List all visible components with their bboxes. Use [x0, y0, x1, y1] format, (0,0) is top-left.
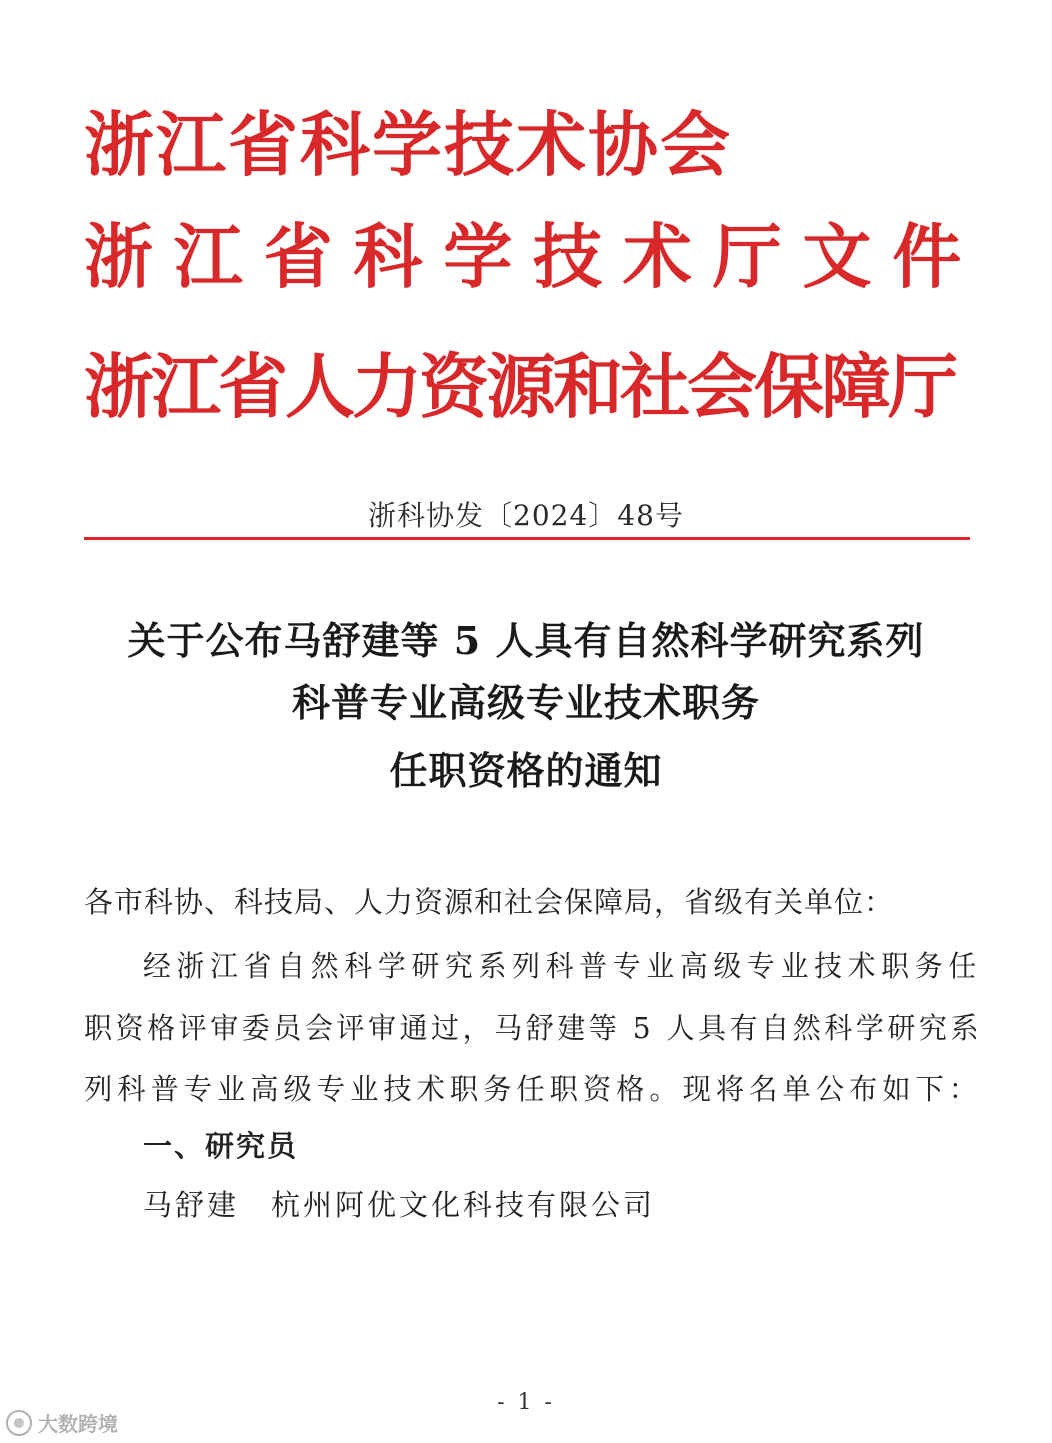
issuer-line-science-association: 浙江省科学技术协会	[84, 103, 732, 186]
paragraph-line-1: 经浙江省自然科学研究系列科普专业高级专业技术职务任	[143, 949, 982, 983]
notice-title-line-3: 任职资格的通知	[389, 748, 663, 793]
issuer-line-science-department: 浙江省科学技术厅文件	[84, 215, 982, 298]
issuer-line-human-resources: 浙江省人力资源和社会保障厅	[84, 345, 955, 428]
salutation: 各市科协、科技局、人力资源和社会保障局，省级有关单位：	[84, 885, 895, 919]
document-number: 浙科协发〔2024〕48号	[368, 499, 684, 532]
watermark-text: 大数跨境	[38, 1412, 118, 1436]
section-heading: 一、研究员	[143, 1129, 299, 1163]
notice-title-line-1: 关于公布马舒建等 5 人具有自然科学研究系列	[127, 618, 925, 663]
paragraph-line-2: 职资格评审委员会评审通过，马舒建等 5 人具有自然科学研究系	[84, 1011, 983, 1045]
red-divider	[84, 537, 970, 540]
notice-title-line-2: 科普专业高级专业技术职务	[291, 680, 760, 725]
list-item	[143, 1183, 655, 1224]
paragraph-line-3: 列科普专业高级专业技术职务任职资格。现将名单公布如下：	[84, 1072, 983, 1106]
entry-organization: 杭州阿优文化科技有限公司	[271, 1188, 656, 1222]
entry-name: 马舒建	[143, 1188, 240, 1222]
watermark-logo-icon	[6, 1410, 32, 1436]
watermark	[6, 1408, 118, 1437]
page-number: - 1 -	[497, 1390, 555, 1415]
